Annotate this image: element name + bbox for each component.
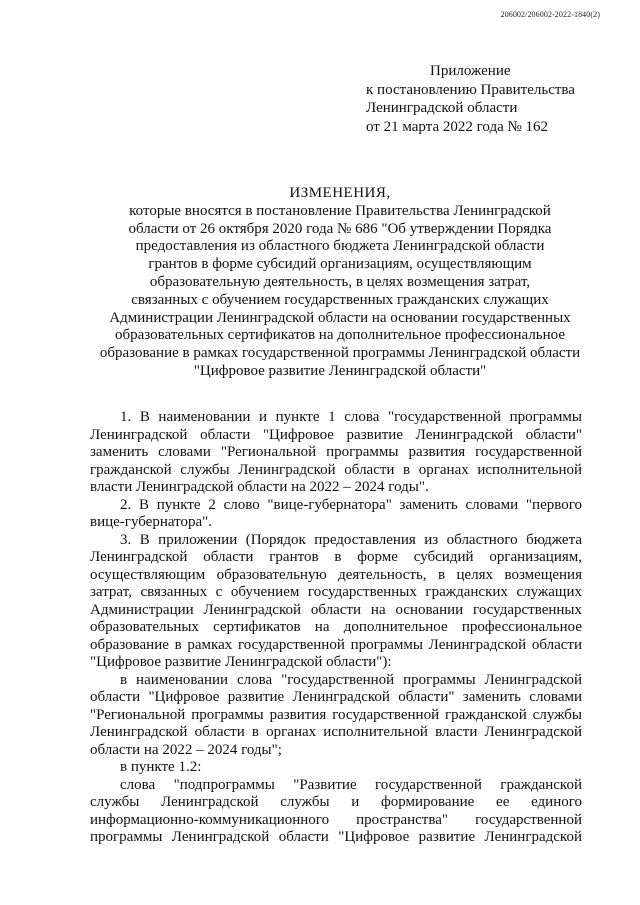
heading-line: области от 26 октября 2020 года № 686 "Об утверждении Порядка <box>128 220 552 237</box>
body-line: области "Цифровое развитие Ленинградской области" заменить словами <box>90 689 582 705</box>
approval-line: от 21 марта 2022 года № 162 <box>366 118 549 135</box>
body-line: Администрации Ленинградской области на основании государственных <box>90 601 582 618</box>
body-paragraph-4 <box>90 672 582 760</box>
body-line: власти Ленинградской области на 2022 – 2024 годы". <box>90 479 429 495</box>
body-line: образовательных сертификатов на дополнительное профессиональное <box>90 619 582 635</box>
body-paragraph-3 <box>90 532 582 672</box>
body-line: Ленинградской области в органах исполнительной власти Ленинградской <box>90 724 582 740</box>
approval-line: Приложение <box>430 63 511 79</box>
approval-line: Ленинградской области <box>366 100 518 116</box>
approval-line: к постановлению Правительства <box>366 81 575 98</box>
body-paragraph-5 <box>90 759 582 777</box>
heading-line: Администрации Ленинградской области на основании государственных <box>109 309 571 326</box>
body-line: осуществляющим образовательную деятельность, в целях возмещения <box>90 566 582 583</box>
body-line: слова "подпрограммы "Развитие государственной гражданской <box>120 776 582 793</box>
body-line: 1. В наименовании и пункте 1 слова "государственной программы <box>120 409 582 425</box>
body-paragraph-6 <box>90 777 582 847</box>
body-line: 3. В приложении (Порядок предоставления из областного бюджета <box>120 531 582 548</box>
heading-line: образование в рамках государственной программы Ленинградской области <box>99 345 581 362</box>
body-line: заменить словами "Региональной программы развития государственной <box>90 444 582 460</box>
body-line: службы Ленинградской службы и формирование ее единого <box>90 794 582 810</box>
body-line: гражданской службы Ленинградской области в органах исполнительной <box>90 461 582 478</box>
body-line: образование в рамках государственной программы Ленинградской области <box>90 636 582 653</box>
body-paragraph-1 <box>90 409 582 497</box>
body-line: 2. В пункте 2 слово "вице-губернатора" заменить словами "первого <box>120 496 582 513</box>
body-line: затрат, связанных с обучением государственных гражданских служащих <box>90 584 582 600</box>
document-heading <box>60 185 620 381</box>
body-line: в наименовании слова "государственной программы Ленинградской <box>120 671 582 688</box>
body-line: информационно-коммуникационного пространства" государственной <box>90 811 582 828</box>
body-line: "Цифровое развитие Ленинградской области"): <box>90 654 392 670</box>
heading-line: грантов в форме субсидий организациям, осуществляющим <box>148 256 532 273</box>
body-line: Ленинградской области грантов в форме субсидий организациям, <box>90 549 582 565</box>
heading-line: образовательную деятельность, в целях возмещения затрат, <box>149 273 531 290</box>
approval-block <box>366 62 575 136</box>
body-paragraph-2 <box>90 497 582 532</box>
body-line: области на 2022 – 2024 годы"; <box>90 741 282 758</box>
heading-line: образовательных сертификатов на дополнительное профессиональное <box>114 327 566 344</box>
body-line: в пункте 1.2: <box>120 759 202 775</box>
heading-line: которые вносятся в постановление Правительства Ленинградской <box>129 202 551 219</box>
body-line: "Региональной программы развития государственной гражданской службы <box>90 706 582 723</box>
document-title: ИЗМЕНЕНИЯ, <box>289 185 391 201</box>
body-line: вице-губернатора". <box>90 514 213 530</box>
body-line: программы Ленинградской области "Цифровое развитие Ленинградской <box>90 829 582 845</box>
heading-line: предоставления из областного бюджета Ленинградской области <box>135 238 545 255</box>
heading-line: "Цифровое развитие Ленинградской области" <box>193 362 487 379</box>
heading-line: связанных с обучением государственных гражданских служащих <box>131 291 549 308</box>
document-body <box>90 409 582 847</box>
document-id: 206002/206002-2022-1840(2) <box>500 10 600 19</box>
body-line: Ленинградской области "Цифровое развитие Ленинградской области" <box>90 426 582 443</box>
